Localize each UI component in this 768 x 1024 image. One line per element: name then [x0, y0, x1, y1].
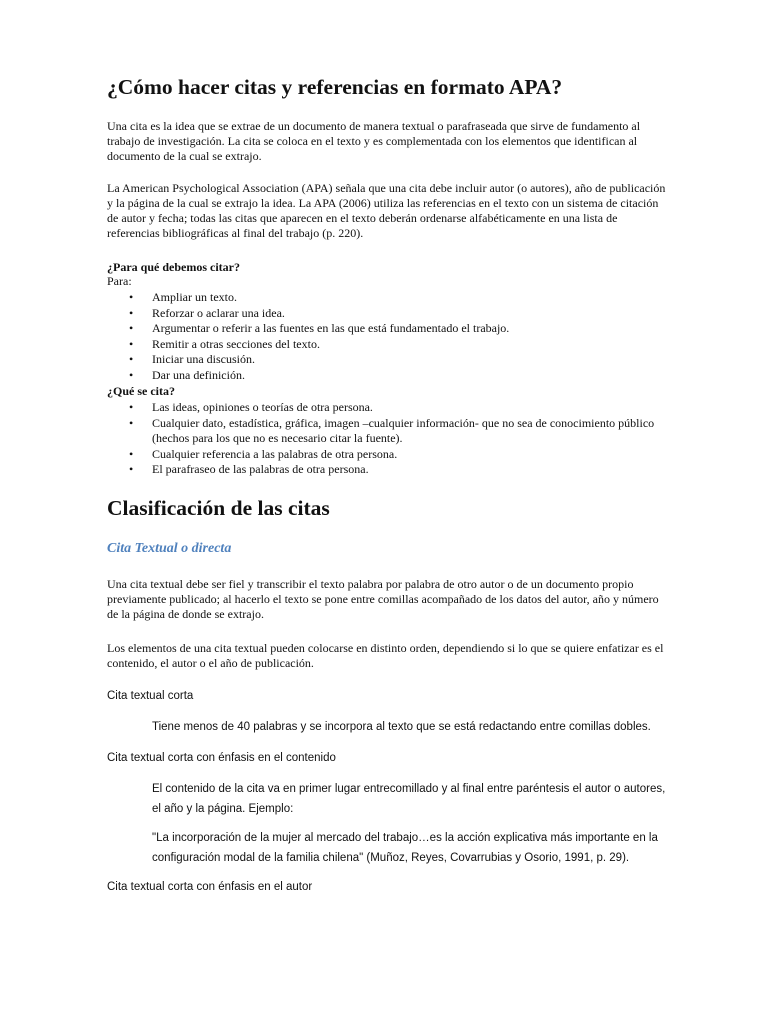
list-item: • Reforzar o aclarar una idea. — [107, 306, 667, 322]
why-cite-lead: Para: — [107, 274, 132, 288]
what-cite-list — [107, 400, 667, 478]
why-cite-list — [107, 290, 667, 383]
list-item: • Las ideas, opiniones o teorías de otra persona. — [107, 400, 667, 416]
list-item: • Cualquier referencia a las palabras de otra persona. — [107, 447, 667, 463]
short-quote-label: Cita textual corta — [107, 690, 194, 702]
list-item: • Cualquier dato, estadística, gráfica, imagen –cualquier información- que no sea de conocimiento público (hechos para los que no es necesario citar la fuente). — [107, 416, 667, 447]
textual-quote-paragraph-1: Una cita textual debe ser fiel y transcribir el texto palabra por palabra de otro autor o de un documento propio previamente publicado; al hacerlo el texto se pone entre comillas acompañado de los datos del autor, año y número de la página de donde se extrajo. — [107, 577, 659, 621]
what-cite-heading: ¿Qué se cita? — [107, 384, 175, 398]
list-item: • Argumentar o referir a las fuentes en las que está fundamentado el trabajo. — [107, 321, 667, 337]
list-item: • Iniciar una discusión. — [107, 352, 667, 368]
short-quote-description: Tiene menos de 40 palabras y se incorpora al texto que se está redactando entre comillas dobles. — [152, 721, 651, 733]
list-item: • Remitir a otras secciones del texto. — [107, 337, 667, 353]
section-heading: Clasificación de las citas — [107, 496, 330, 520]
textual-quote-paragraph-2: Los elementos de una cita textual pueden colocarse en distinto orden, dependiendo si lo que se quiere enfatizar es el contenido, el autor o el año de publicación. — [107, 641, 664, 670]
why-cite-heading: ¿Para qué debemos citar? — [107, 260, 240, 274]
content-emphasis-example: "La incorporación de la mujer al mercado del trabajo…es la acción explicativa más importante en la configuración modal de la familia chilena" (Muñoz, Reyes, Covarrubias y Osorio, 1991, p. 29). — [152, 832, 658, 864]
intro-paragraph-1: Una cita es la idea que se extrae de un documento de manera textual o parafraseada que sirve de fundamento al trabajo de investigación. La cita se coloca en el texto y es complementada con los elementos que identifican al documento de la cual se extrajo. — [107, 119, 641, 163]
list-item: • Dar una definición. — [107, 368, 667, 384]
subsection-heading: Cita Textual o directa — [107, 541, 232, 556]
content-emphasis-description: El contenido de la cita va en primer lugar entrecomillado y al final entre paréntesis el autor o autores, el año y la página. Ejemplo: — [152, 783, 666, 815]
author-emphasis-label: Cita textual corta con énfasis en el autor — [107, 881, 313, 893]
content-emphasis-label: Cita textual corta con énfasis en el contenido — [107, 752, 336, 764]
page-title: ¿Cómo hacer citas y referencias en formato APA? — [107, 75, 563, 99]
list-item: • El parafraseo de las palabras de otra persona. — [107, 462, 667, 478]
intro-paragraph-2: La American Psychological Association (APA) señala que una cita debe incluir autor (o autores), año de publicación y la página de la cual se extrajo la idea. La APA (2006) utiliza las referencias en el texto con un sistema de citación de autor y fecha; todas las citas que aparecen en el texto deberán ordenarse alfabéticamente en una lista de referencias bibliográficas al final del trabajo (p. 220). — [107, 181, 666, 240]
list-item: • Ampliar un texto. — [107, 290, 667, 306]
